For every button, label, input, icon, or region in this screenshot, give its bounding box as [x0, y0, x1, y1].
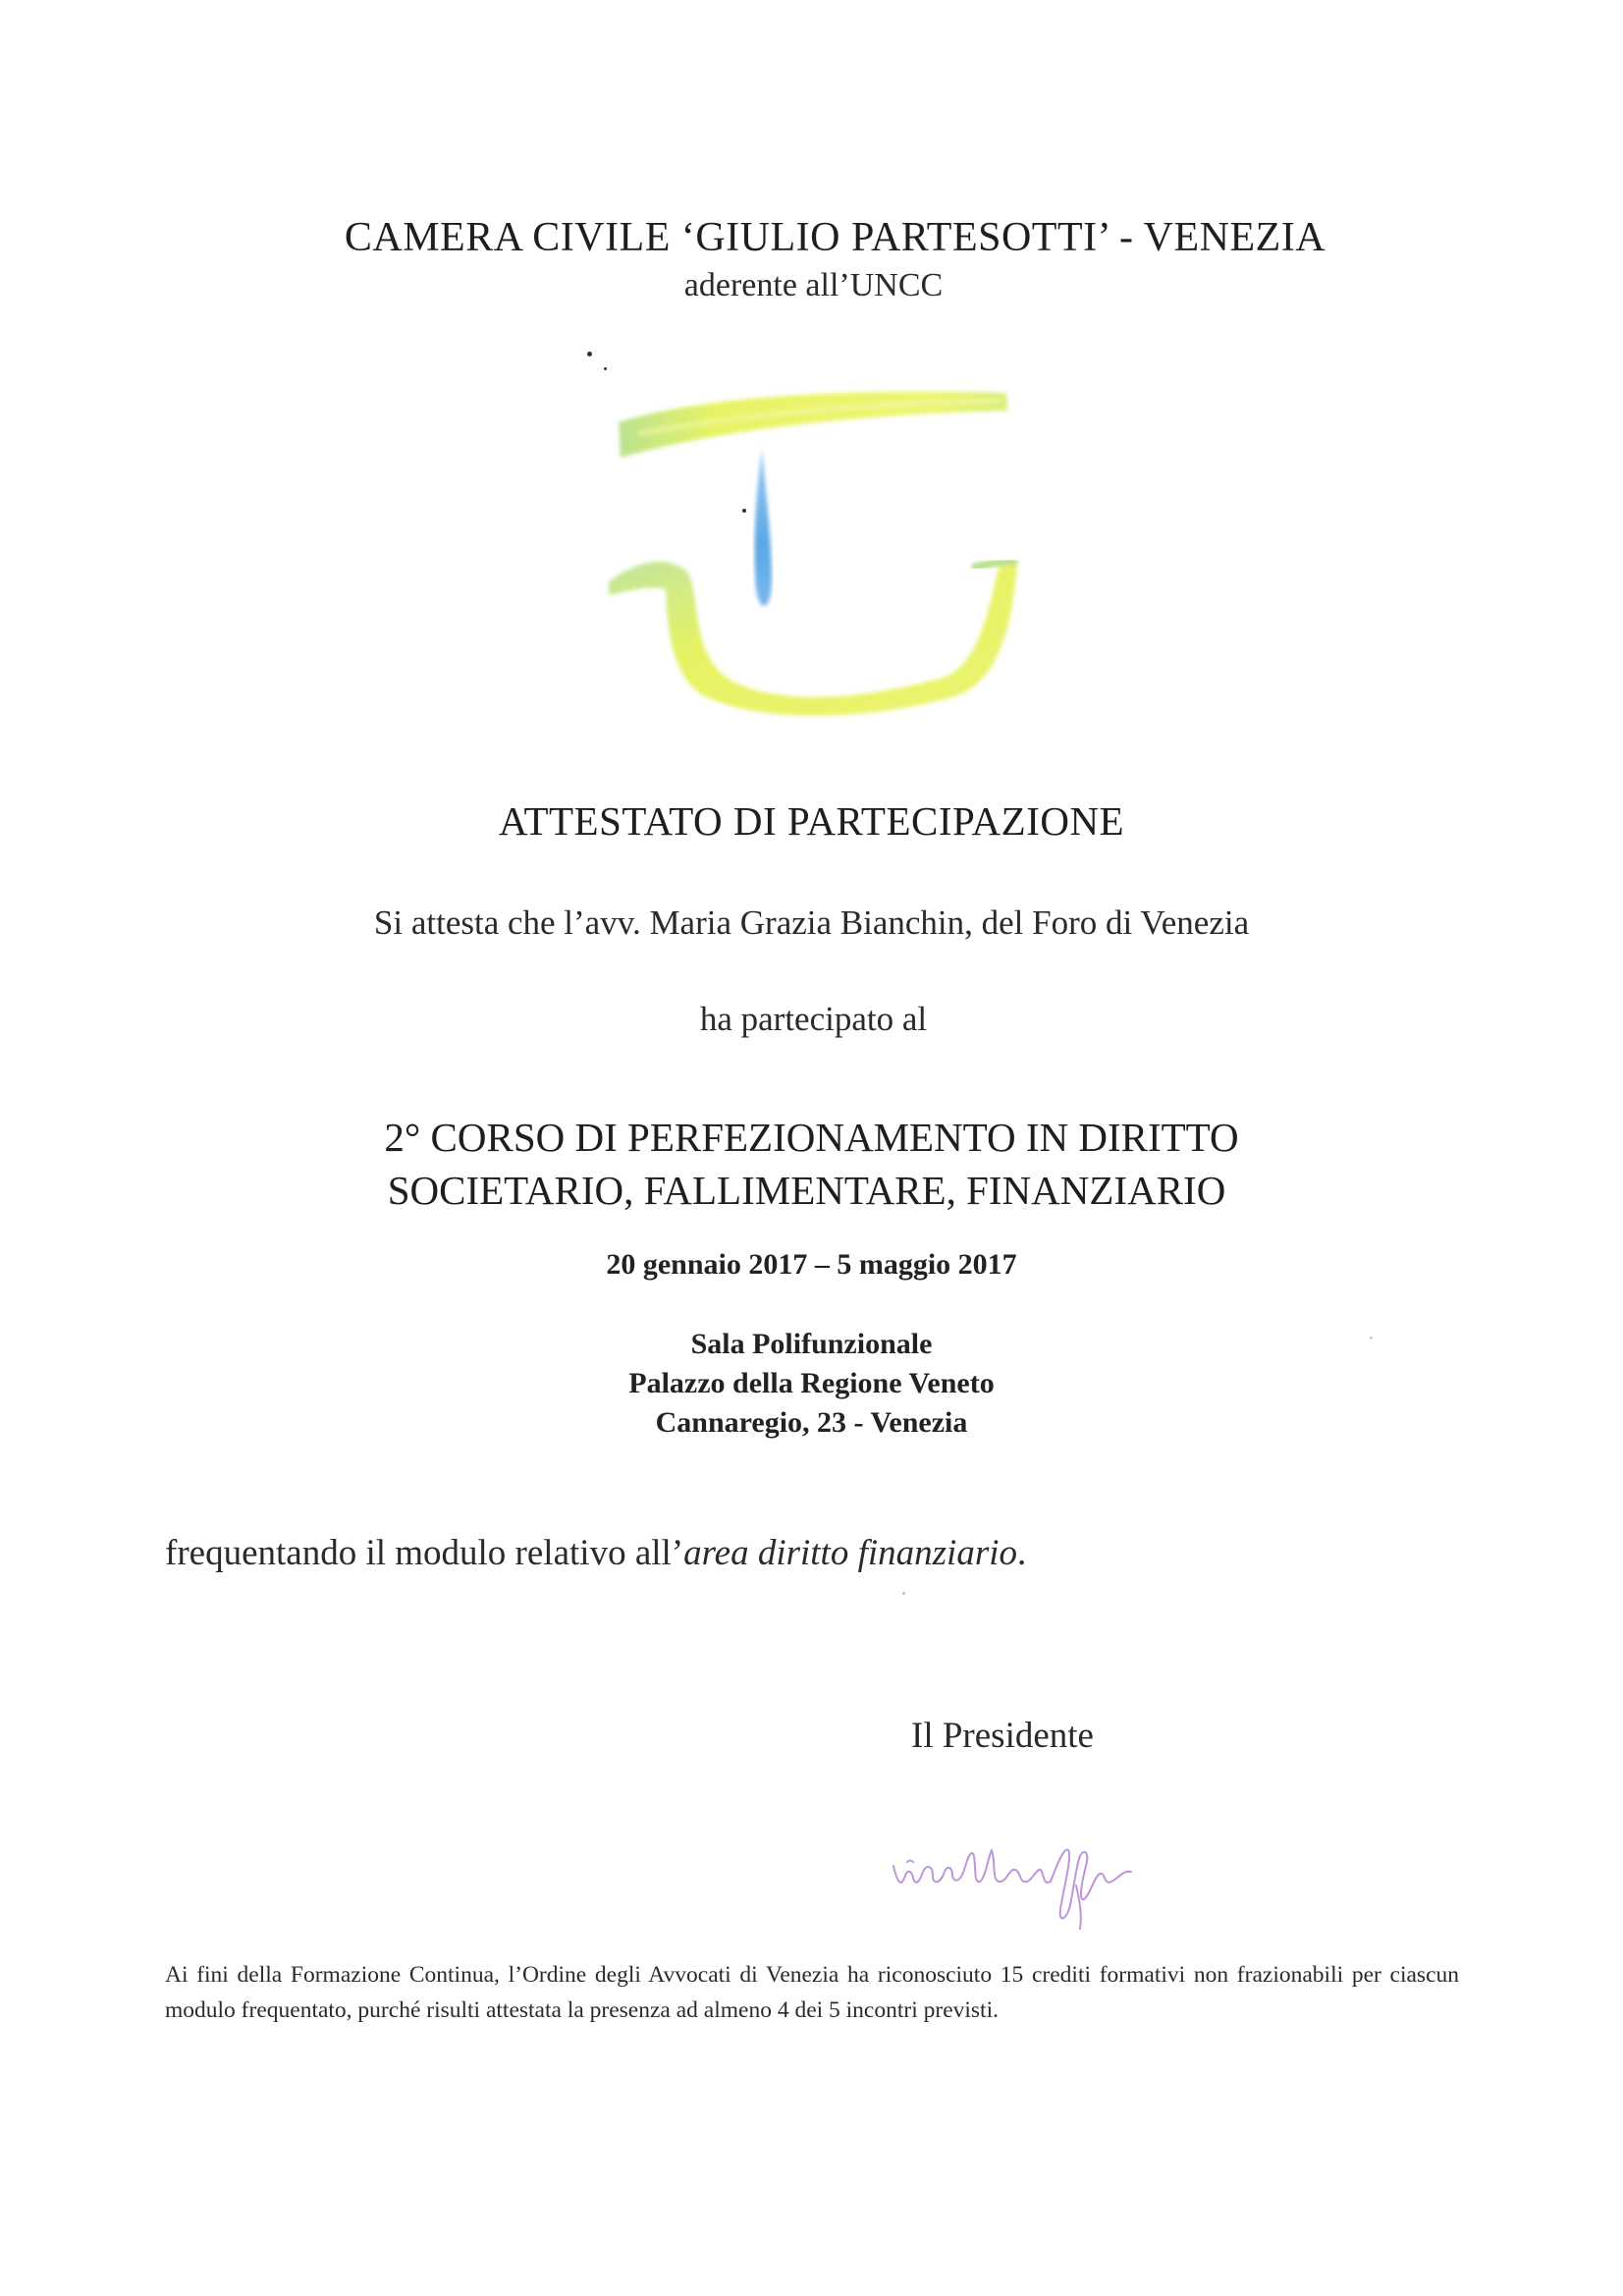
organization-name: CAMERA CIVILE ‘GIULIO PARTESOTTI’ - VENEZIA [344, 215, 1326, 260]
module-prefix: frequentando il modulo relativo all’ [165, 1533, 684, 1573]
venue-line-hall: Sala Polifunzionale [690, 1328, 933, 1360]
participation-text: ha partecipato al [699, 1000, 928, 1038]
module-statement [165, 1532, 1026, 1574]
module-suffix: . [1017, 1533, 1027, 1573]
organization-affiliation: aderente all’UNCC [683, 267, 944, 303]
course-title-line1: 2° CORSO DI PERFEZIONAMENTO IN DIRITTO [384, 1115, 1239, 1160]
module-area: area diritto finanziario [683, 1533, 1018, 1573]
attestation-statement: Si attesta che l’avv. Maria Grazia Bianchin, del Foro di Venezia [373, 903, 1250, 942]
scan-speck [902, 1592, 905, 1595]
certificate-title: ATTESTATO DI PARTECIPAZIONE [498, 798, 1125, 844]
course-title-line2: SOCIETARIO, FALLIMENTARE, FINANZIARIO [387, 1168, 1226, 1213]
continuing-education-note: Ai fini della Formazione Continua, l’Ordine degli Avvocati di Venezia ha riconosciuto 15 crediti formativi non frazionabili per ciascun modulo frequentato, purché risulti attestata la presenza ad almeno 4 dei 5 incontri previsti. [165, 1962, 1459, 2023]
venue-line-building: Palazzo della Regione Veneto [628, 1367, 995, 1399]
venue-line-address: Cannaregio, 23 - Venezia [655, 1406, 968, 1439]
course-dates: 20 gennaio 2017 – 5 maggio 2017 [606, 1248, 1017, 1281]
scan-speck [1370, 1337, 1373, 1339]
brush-stroke-logo-icon [579, 354, 1041, 727]
course-venue [0, 1325, 1623, 1443]
president-label: Il Presidente [911, 1716, 1094, 1756]
handwritten-signature-icon [884, 1827, 1159, 1935]
